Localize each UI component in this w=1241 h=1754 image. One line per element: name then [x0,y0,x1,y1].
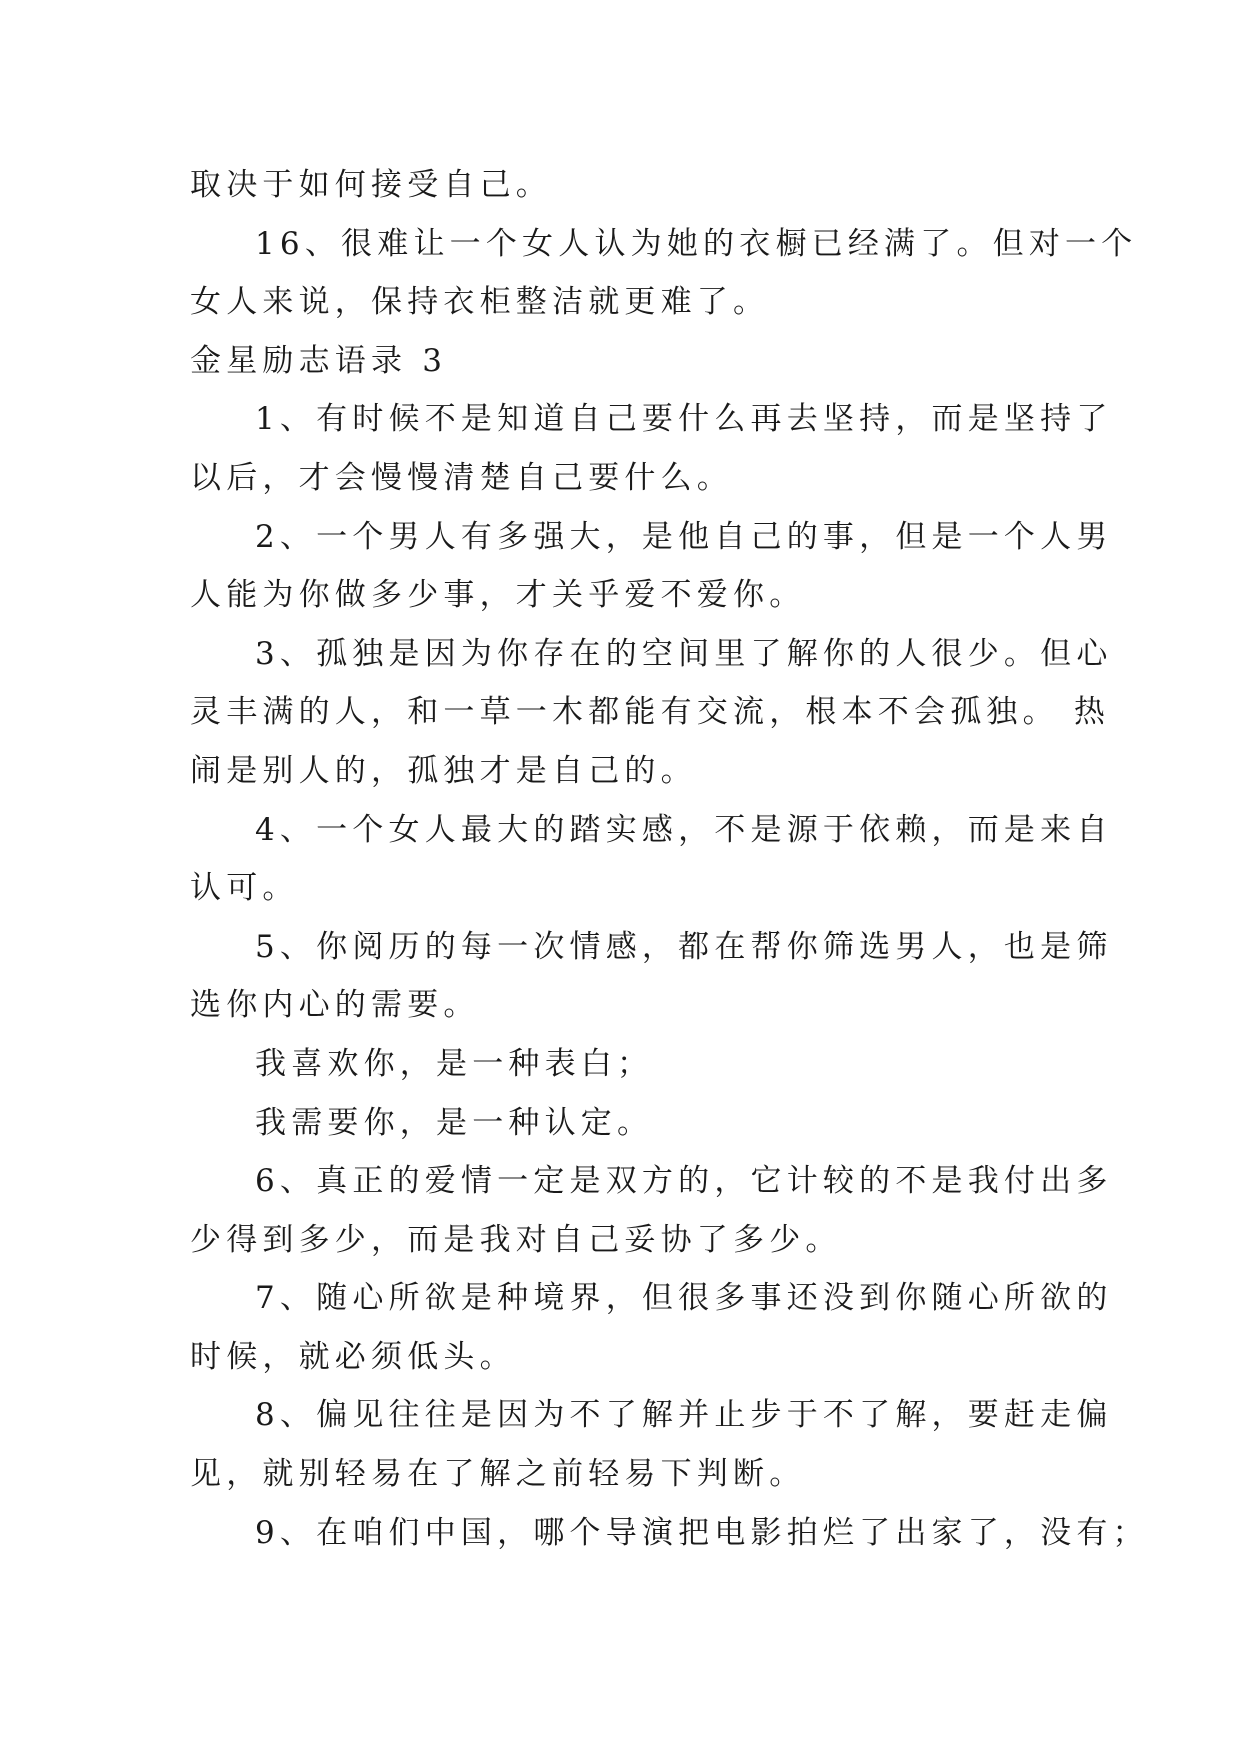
text-line-3: 女人来说，保持衣柜整洁就更难了。 [190,284,770,321]
text-line-21: 时候，就必须低头。 [190,1338,516,1375]
text-line-1: 取决于如何接受自己。 [190,167,552,203]
text-line-20: 7、随心所欲是种境界，但很多事还没到你随心所欲的 [255,1280,1113,1317]
text-line-13: 认可。 [190,870,299,907]
text-line-10: 灵丰满的人，和一草一木都能有交流，根本不会孤独。 热 [190,694,1111,731]
text-line-2: 16、很难让一个女人认为她的衣橱已经满了。但对一个 [255,225,1138,262]
text-line-16: 我喜欢你，是一种表白； [255,1045,654,1082]
text-line-7: 2、一个男人有多强大，是他自己的事，但是一个人男 [255,518,1113,555]
document-body [190,156,1149,1562]
text-line-8: 人能为你做多少事，才关乎爱不爱你。 [190,577,806,614]
text-line-22: 8、偏见往往是因为不了解并止步于不了解，要赶走偏 [255,1397,1113,1434]
text-line-12: 4、一个女人最大的踏实感，不是源于依赖，而是来自 [255,811,1113,848]
text-line-15: 选你内心的需要。 [190,987,480,1024]
text-line-17: 我需要你，是一种认定。 [255,1104,654,1141]
text-line-14: 5、你阅历的每一次情感，都在帮你筛选男人，也是筛 [255,928,1113,965]
text-line-24: 9、在咱们中国，哪个导演把电影拍烂了出家了，没有； [255,1514,1149,1551]
text-line-9: 3、孤独是因为你存在的空间里了解你的人很少。但心 [255,635,1113,672]
text-line-23: 见，就别轻易在了解之前轻易下判断。 [190,1456,806,1493]
text-line-5: 1、有时候不是知道自己要什么再去坚持，而是坚持了 [255,401,1113,438]
text-line-19: 少得到多少，而是我对自己妥协了多少。 [190,1221,842,1258]
section-heading: 金星励志语录 3 [190,342,448,379]
text-line-11: 闹是别人的，孤独才是自己的。 [190,752,697,789]
text-line-18: 6、真正的爱情一定是双方的，它计较的不是我付出多 [255,1163,1113,1200]
text-line-6: 以后，才会慢慢清楚自己要什么。 [190,459,733,496]
